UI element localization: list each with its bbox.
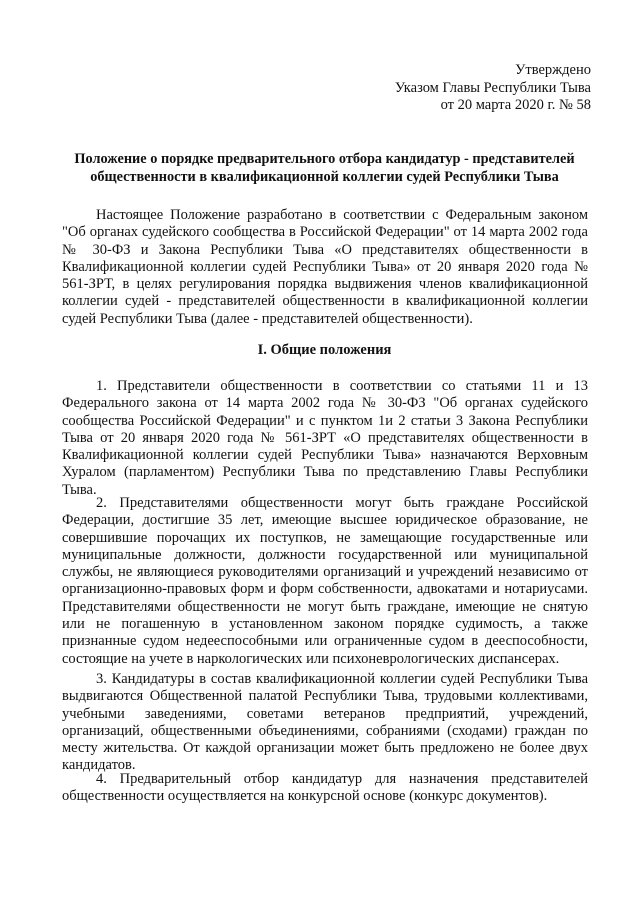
approval-stamp [395,62,591,115]
document-title: Положение о порядке предварительного отбора кандидатур - представителей общественности в квалификационной коллегии судей Республики Тыва [74,151,575,185]
approval-line-date: от 20 марта 2020 г. № 58 [440,97,591,113]
intro-paragraph: Настоящее Положение разработано в соответствии с Федеральным законом "Об органах судейского сообщества в Российской Федерации" от 14 марта 2002 года № 30-ФЗ и Закона Республики Тыва «О представителях общественности в Квалификационной коллегии судей Республики Тыва» от 20 января 2020 года № 561-ЗРТ, в целях регулирования порядка выдвижения членов квалификационной коллегии судей - представителей общественности в квалификационной коллегии судей Республики Тыва (далее - представителей общественности). [62,207,588,327]
section-heading: I. Общие положения [257,342,392,358]
paragraph-3: 3. Кандидатуры в состав квалификационной коллегии судей Республики Тыва выдвигаются Общественной палатой Республики Тыва, трудовыми коллективами, учебными заведениями, советами ветеранов предприятий, учреждений, организаций, общественными объединениями, собраниями (сходами) граждан по месту жительства. От каждой организации может быть предложено не более двух кандидатов. [62,671,588,774]
paragraph-4: 4. Предварительный отбор кандидатур для назначения представителей общественности осуществляется на конкурсной основе (конкурс документов). [62,771,588,805]
paragraph-1: 1. Представители общественности в соответствии со статьями 11 и 13 Федерального закона от 14 марта 2002 года № 30-ФЗ "Об органах судейского сообщества Российской Федерации" и с пунктом 1и 2 статьи 3 Закона Республики Тыва от 20 января 2020 года № 561-ЗРТ «О представителях общественности в Квалификационной коллегии судей Республики Тыва» назначаются Верховным Хуралом (парламентом) Республики Тыва по представлению Главы Республики Тыва. [62,378,588,498]
approval-line-approved: Утверждено [515,62,591,78]
approval-line-decree: Указом Главы Республики Тыва [394,79,591,96]
paragraph-2: 2. Представителями общественности могут быть граждане Российской Федерации, достигшие 35 лет, имеющие высшее юридическое образование, не совершившие порочащих их поступков, не замещающие государственные или муниципальные должности, должности государственной или муниципальной службы, не являющиеся руководителями организаций и учреждений независимо от организационно-правовых форм и форм собственности, адвокатами и нотариусами. Представителями общественности не могут быть граждане, имеющие не снятую или не погашенную в установленном законом порядке судимость, а также признанные судом недееспособными или ограниченные судом в дееспособности, состоящие на учете в наркологических или психоневрологических диспансерах. [62,495,588,667]
